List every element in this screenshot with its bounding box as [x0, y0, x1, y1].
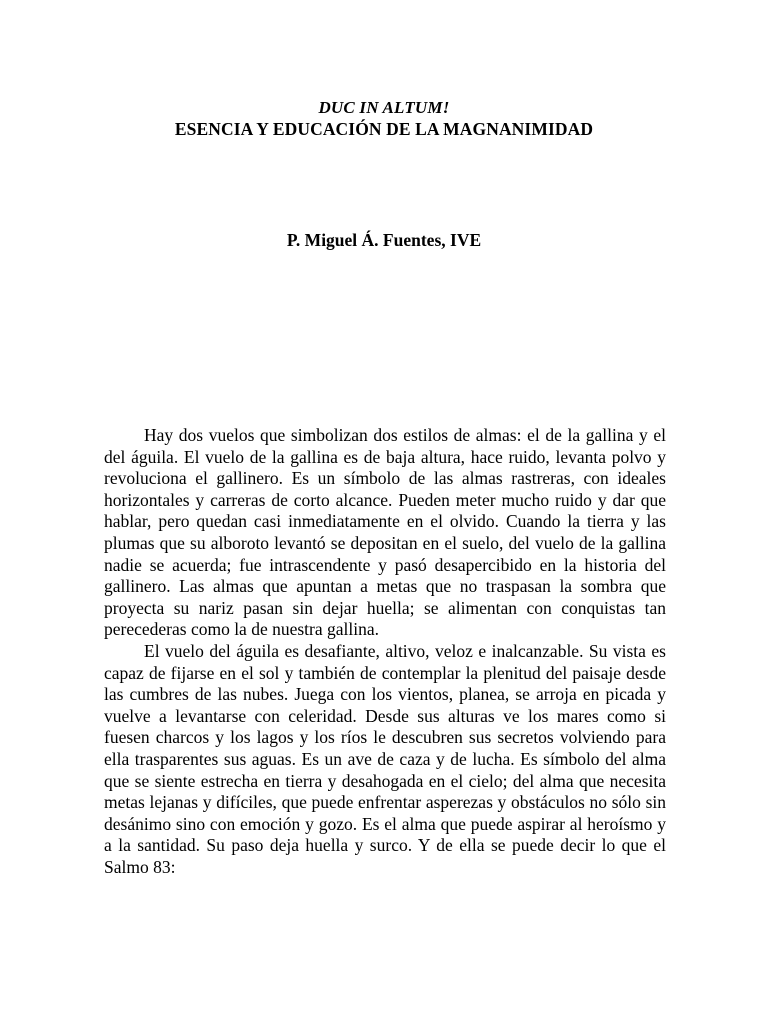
- body-text: [104, 425, 666, 878]
- document-title: ESENCIA Y EDUCACIÓN DE LA MAGNANIMIDAD: [174, 119, 594, 139]
- paragraph-2: El vuelo del águila es desafiante, altivo, veloz e inalcanzable. Su vista es capaz de fijarse en el sol y también de contemplar la plenitud del paisaje desde las cumbres de las nubes. Juega con los vientos, planea, se arroja en picada y vuelve a levantarse con celeridad. Desde sus alturas ve los mares como si fuesen charcos y los lagos y los ríos le descubren sus secretos volviendo para ella trasparentes sus aguas. Es un ave de caza y de lucha. Es símbolo del alma que se siente estrecha en tierra y desahogada en el cielo; del alma que necesita metas lejanas y difíciles, que puede enfrentar asperezas y obstáculos no sólo sin desánimo sino con emoción y gozo. Es el alma que puede aspirar al heroísmo y a la santidad. Su paso deja huella y surco. Y de ella se puede decir lo que el Salmo 83:: [104, 640, 666, 877]
- paragraph-1: Hay dos vuelos que simbolizan dos estilos de almas: el de la gallina y el del águila. El vuelo de la gallina es de baja altura, hace ruido, levanta polvo y revoluciona el gallinero. Es un símbolo de las almas rastreras, con ideales horizontales y carreras de corto alcance. Pueden meter mucho ruido y dar que hablar, pero quedan casi inmediatamente en el olvido. Cuando la tierra y las plumas que su alboroto levantó se depositan en el suelo, del vuelo de la gallina nadie se acuerda; fue intrascendente y pasó desapercibido en la historia del gallinero. Las almas que apuntan a metas que no traspasan la sombra que proyecta su nariz pasan sin dejar huella; se alimentan con conquistas tan perecederas como la de nuestra gallina.: [104, 425, 666, 640]
- document-pretitle: DUC IN ALTUM!: [318, 98, 450, 117]
- author-name: P. Miguel Á. Fuentes, IVE: [286, 230, 482, 250]
